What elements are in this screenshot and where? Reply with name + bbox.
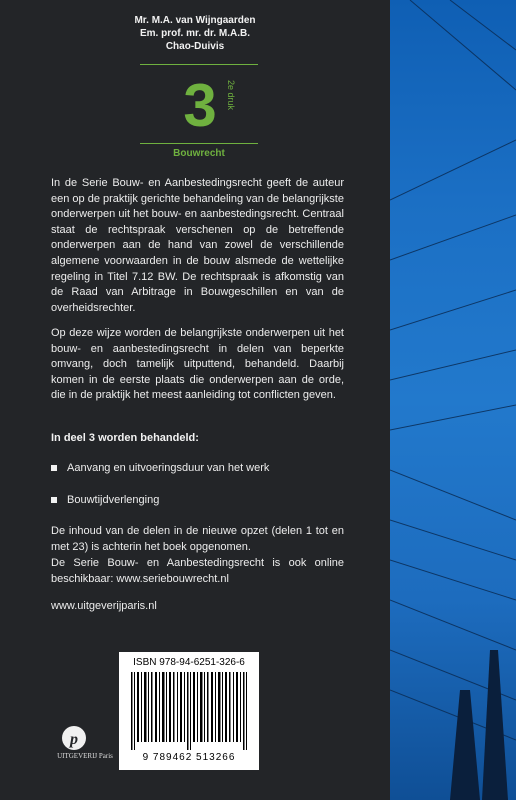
publisher-logo xyxy=(50,720,120,770)
authors-block xyxy=(95,14,295,53)
power-lines-image xyxy=(390,0,516,800)
contents-note: De inhoud van de delen in de nieuwe opzet (delen 1 tot en met 23) is achterin het boek opgenomen. xyxy=(51,525,344,553)
online-note: De Serie Bouw- en Aanbestedingsrecht is ook online beschikbaar: www.seriebouwrecht.nl xyxy=(51,557,344,585)
barcode-bars xyxy=(129,672,249,750)
author-line: Chao-Duivis xyxy=(165,41,225,52)
bullet-icon xyxy=(51,497,57,503)
bullet-icon xyxy=(51,465,57,471)
topic-label: Bouwtijdverlenging xyxy=(67,494,160,506)
publisher-website: www.uitgeverijparis.nl xyxy=(51,600,157,612)
author-line: Mr. M.A. van Wijngaarden xyxy=(134,15,256,26)
edition-label: 2e druk xyxy=(226,80,236,111)
topic-item xyxy=(51,494,159,506)
divider-bottom xyxy=(140,143,258,144)
topics-heading: In deel 3 worden behandeld: xyxy=(51,432,199,444)
isbn-label: ISBN 978-94-6251-326-6 xyxy=(133,657,245,668)
ean-digits: 9 789462 513266 xyxy=(142,752,236,763)
volume-number: 3 xyxy=(183,72,217,139)
spine-photo xyxy=(390,0,516,800)
publisher-name: UITGEVERIJ Paris xyxy=(57,752,113,760)
description-paragraph-1: In de Serie Bouw- en Aanbestedingsrecht geeft de auteur een op de praktijk gerichte behandeling van de belangrijkste onderwerpen uit het bouw- en aanbestedingsrecht. Centraal staat de rechtspraak verschenen op de betreffende onderwerpen aan de hand van zowel de verschillende algemene voorwaarden in de bouw alsmede de wettelijke regeling in Titel 7.12 BW. De rechtspraak is afkomstig van de Raad van Arbitrage in Bouwgeschillen en van de overheidsrechter. xyxy=(51,177,344,314)
topic-label: Aanvang en uitvoeringsduur van het werk xyxy=(67,462,270,474)
description-paragraph-2: Op deze wijze worden de belangrijkste onderwerpen uit het bouw- en aanbestedingsrecht in delen van beperkte omvang, doch tamelijk uitputtend, behandeld. Daarbij komen in de eerste plaats die onderwerpen aan de orde, die in de praktijk het meest aanleiding tot conflicten geven. xyxy=(51,327,344,402)
divider-top xyxy=(140,64,258,65)
svg-text:p: p xyxy=(70,731,78,748)
author-line: Em. prof. mr. dr. M.A.B. xyxy=(139,28,250,39)
topic-item xyxy=(51,462,269,474)
barcode xyxy=(119,652,259,770)
series-label: Bouwrecht xyxy=(173,148,225,159)
